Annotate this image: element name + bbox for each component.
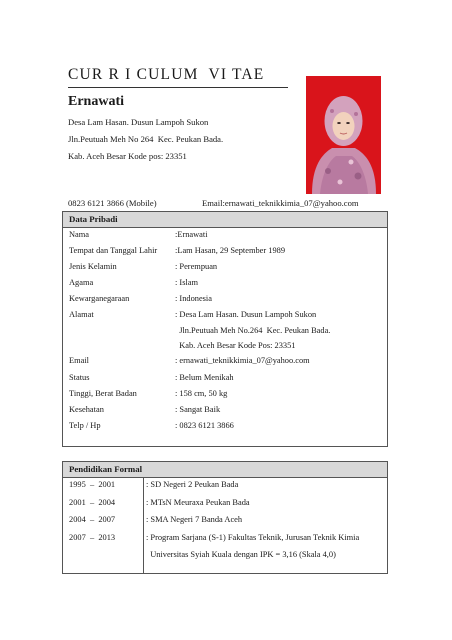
data-pribadi-row [63, 354, 387, 371]
field-value: : Sangat Baik [175, 405, 221, 414]
person-name: Ernawati [68, 94, 124, 109]
phone-text: 0823 6121 3866 (Mobile) [68, 198, 157, 208]
data-pribadi-row [63, 403, 387, 419]
email-text[interactable]: Email:ernawati_teknikkimia_07@yahoo.com [202, 198, 359, 208]
education-years: 2001 – 2004 [69, 497, 116, 507]
address-line-3: Kab. Aceh Besar Kode pos: 23351 [68, 151, 187, 161]
data-pribadi-row [63, 339, 387, 354]
field-value: : 0823 6121 3866 [175, 421, 234, 430]
field-label: Jenis Kelamin [69, 262, 117, 271]
data-pribadi-row [63, 324, 387, 339]
field-label: Telp / Hp [69, 421, 101, 430]
education-years: 2004 – 2007 [69, 515, 116, 524]
education-row [63, 531, 387, 549]
data-pribadi-section [62, 211, 388, 447]
field-value: : Indonesia [175, 294, 212, 303]
data-pribadi-row [63, 228, 387, 244]
field-label: Kesehatan [69, 405, 104, 414]
field-value: : ernawati_teknikkimia_07@yahoo.com [175, 356, 310, 365]
education-institution: Universitas Syiah Kuala dengan IPK = 3,16 (Skala 4,0) [146, 550, 336, 559]
data-pribadi-rows [63, 228, 387, 435]
field-label: Kewarganegaraan [69, 294, 130, 303]
education-years: 2007 – 2013 [69, 532, 116, 542]
field-value: :Lam Hasan, 29 September 1989 [175, 246, 286, 255]
education-row [63, 513, 387, 531]
field-value: : Islam [175, 278, 199, 287]
title-underline [68, 87, 288, 88]
field-value: : Desa Lam Hasan. Dusun Lampoh Sukon [175, 310, 317, 319]
field-value: Kab. Aceh Besar Kode Pos: 23351 [175, 341, 296, 350]
data-pribadi-row [63, 308, 387, 324]
data-pribadi-row [63, 419, 387, 435]
field-label: Agama [69, 278, 94, 287]
field-value: :Ernawati [175, 230, 208, 239]
field-label: Status [69, 373, 90, 382]
education-institution: : Program Sarjana (S-1) Fakultas Teknik, Jurusan Teknik Kimia [146, 532, 360, 542]
field-label: Tempat dan Tanggal Lahir [69, 246, 158, 255]
field-value: : Belum Menikah [175, 373, 234, 382]
data-pribadi-row [63, 260, 387, 276]
field-label: Email [69, 356, 90, 365]
profile-photo [306, 76, 381, 194]
data-pribadi-row [63, 244, 387, 260]
education-row [63, 496, 387, 514]
education-institution: : MTsN Meuraxa Peukan Bada [146, 497, 250, 507]
address-line-2: Jln.Peutuah Meh No 264 Kec. Peukan Bada. [68, 134, 224, 144]
field-value: : 158 cm, 50 kg [175, 389, 228, 398]
education-row [63, 478, 387, 496]
data-pribadi-row [63, 292, 387, 308]
field-value: : Perempuan [175, 262, 218, 271]
data-pribadi-row [63, 387, 387, 403]
education-row [63, 548, 387, 566]
education-years: 1995 – 2001 [69, 480, 116, 489]
pendidikan-heading: Pendidikan Formal [63, 462, 387, 478]
education-institution: : SD Negeri 2 Peukan Bada [146, 480, 239, 489]
cv-title: CUR R I CULUM VI TAE [68, 66, 265, 83]
data-pribadi-heading: Data Pribadi [63, 212, 387, 228]
pendidikan-rows [63, 478, 387, 566]
pendidikan-section [62, 461, 388, 574]
field-value: Jln.Peutuah Meh No.264 Kec. Peukan Bada. [175, 326, 331, 335]
education-institution: : SMA Negeri 7 Banda Aceh [146, 515, 243, 524]
data-pribadi-row [63, 371, 387, 387]
field-label: Alamat [69, 310, 94, 319]
field-label: Nama [69, 230, 89, 239]
field-label: Tinggi, Berat Badan [69, 389, 137, 398]
data-pribadi-row [63, 276, 387, 292]
address-line-1: Desa Lam Hasan. Dusun Lampoh Sukon [68, 117, 209, 127]
portrait-illustration [306, 76, 381, 194]
